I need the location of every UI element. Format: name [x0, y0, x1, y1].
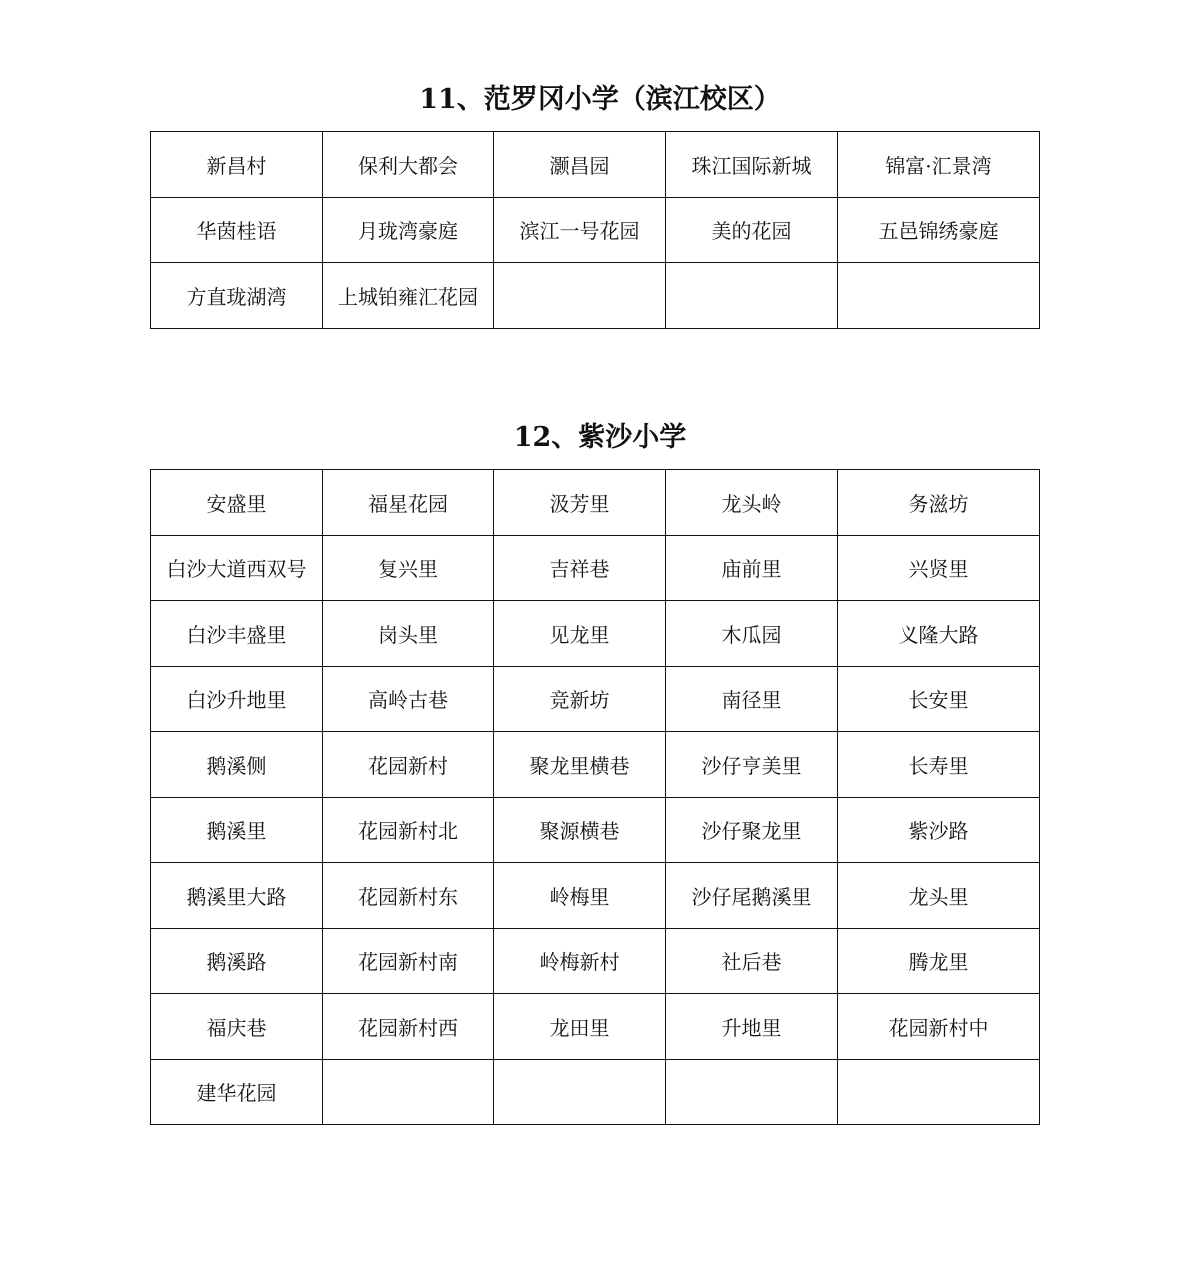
table-cell: 岭梅新村 — [494, 928, 666, 994]
table-cell: 花园新村中 — [838, 994, 1040, 1060]
table-cell: 社后巷 — [666, 928, 838, 994]
table-cell — [494, 1059, 666, 1125]
table-cell: 滨江一号花园 — [494, 197, 666, 263]
table-cell: 安盛里 — [151, 470, 323, 536]
table-row — [151, 535, 1040, 601]
table-cell: 见龙里 — [494, 601, 666, 667]
table-cell — [323, 1059, 494, 1125]
zone-table-fanluogang — [150, 131, 1040, 329]
table-cell: 上城铂雍汇花园 — [323, 263, 494, 329]
table-cell: 吉祥巷 — [494, 535, 666, 601]
table-cell — [838, 1059, 1040, 1125]
table-cell: 腾龙里 — [838, 928, 1040, 994]
table-cell — [666, 263, 838, 329]
table-cell: 龙田里 — [494, 994, 666, 1060]
section-title-fanluogang: 11、范罗冈小学（滨江校区） — [419, 84, 781, 115]
table-cell: 高岭古巷 — [323, 666, 494, 732]
table-cell: 长寿里 — [838, 732, 1040, 798]
table-row — [151, 732, 1040, 798]
table-cell: 沙仔亨美里 — [666, 732, 838, 798]
table-cell: 灏昌园 — [494, 132, 666, 198]
table-cell: 兴贤里 — [838, 535, 1040, 601]
table-cell: 鹅溪里 — [151, 797, 323, 863]
table-cell: 花园新村西 — [323, 994, 494, 1060]
table-cell: 建华花园 — [151, 1059, 323, 1125]
table-cell: 鹅溪里大路 — [151, 863, 323, 929]
table-cell: 南径里 — [666, 666, 838, 732]
table-cell: 庙前里 — [666, 535, 838, 601]
table-cell: 五邑锦绣豪庭 — [838, 197, 1040, 263]
table-row — [151, 197, 1040, 263]
table-cell: 锦富·汇景湾 — [838, 132, 1040, 198]
table-cell: 木瓜园 — [666, 601, 838, 667]
table-cell: 聚龙里横巷 — [494, 732, 666, 798]
table-cell: 龙头里 — [838, 863, 1040, 929]
table-cell: 长安里 — [838, 666, 1040, 732]
table-cell: 月珑湾豪庭 — [323, 197, 494, 263]
table-cell: 新昌村 — [151, 132, 323, 198]
table-cell: 花园新村北 — [323, 797, 494, 863]
table-row — [151, 863, 1040, 929]
table-cell: 沙仔尾鹅溪里 — [666, 863, 838, 929]
table-cell: 保利大都会 — [323, 132, 494, 198]
table-cell: 龙头岭 — [666, 470, 838, 536]
table-cell — [494, 263, 666, 329]
table-cell: 义隆大路 — [838, 601, 1040, 667]
table-cell: 升地里 — [666, 994, 838, 1060]
table-row — [151, 994, 1040, 1060]
table-cell: 竞新坊 — [494, 666, 666, 732]
table-cell: 珠江国际新城 — [666, 132, 838, 198]
table-row — [151, 470, 1040, 536]
table-cell: 花园新村 — [323, 732, 494, 798]
table-cell: 福星花园 — [323, 470, 494, 536]
table-cell: 汲芳里 — [494, 470, 666, 536]
table-row — [151, 666, 1040, 732]
table-row — [151, 601, 1040, 667]
table-row — [151, 928, 1040, 994]
table-cell: 务滋坊 — [838, 470, 1040, 536]
table-cell: 白沙大道西双号 — [151, 535, 323, 601]
table-cell: 复兴里 — [323, 535, 494, 601]
table-cell: 沙仔聚龙里 — [666, 797, 838, 863]
table-cell: 方直珑湖湾 — [151, 263, 323, 329]
table-cell: 美的花园 — [666, 197, 838, 263]
table-cell: 白沙升地里 — [151, 666, 323, 732]
table-row — [151, 132, 1040, 198]
table-cell: 紫沙路 — [838, 797, 1040, 863]
table-cell — [666, 1059, 838, 1125]
table-cell: 花园新村东 — [323, 863, 494, 929]
zone-table-zisha — [150, 469, 1040, 1125]
table-cell: 鹅溪路 — [151, 928, 323, 994]
table-cell: 花园新村南 — [323, 928, 494, 994]
table-cell: 福庆巷 — [151, 994, 323, 1060]
table-row — [151, 263, 1040, 329]
table-cell: 鹅溪侧 — [151, 732, 323, 798]
table-cell: 聚源横巷 — [494, 797, 666, 863]
table-row — [151, 797, 1040, 863]
table-cell: 岗头里 — [323, 601, 494, 667]
table-row — [151, 1059, 1040, 1125]
table-cell: 华茵桂语 — [151, 197, 323, 263]
table-cell: 白沙丰盛里 — [151, 601, 323, 667]
section-title-zisha: 12、紫沙小学 — [513, 422, 687, 453]
table-cell: 岭梅里 — [494, 863, 666, 929]
table-cell — [838, 263, 1040, 329]
